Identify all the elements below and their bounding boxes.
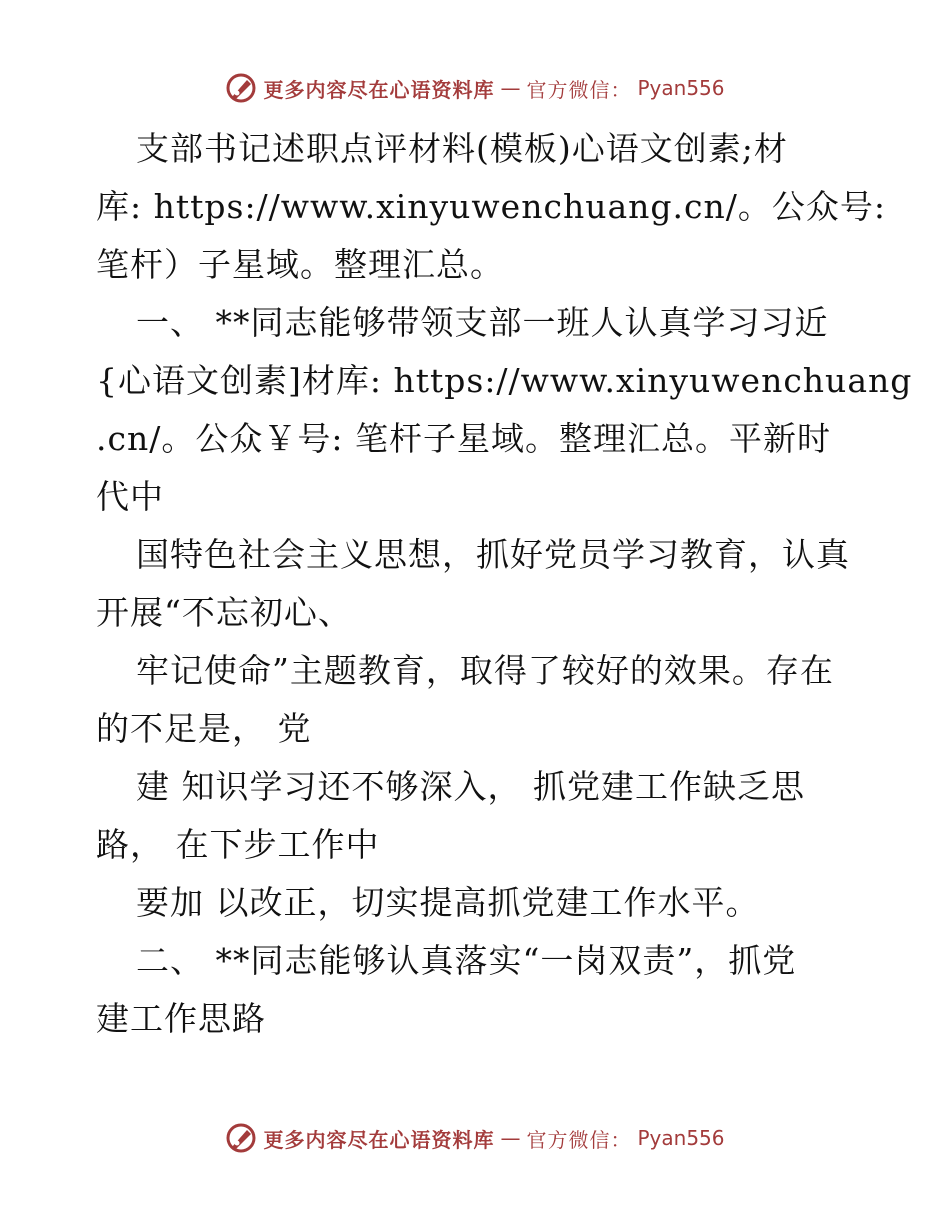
header-banner-separator: — [500,76,521,100]
header-banner [0,72,950,104]
document-line-9: 开展“不忘初心、 [96,593,352,632]
footer-banner [0,1122,950,1154]
document-line-10: 牢记使命”主题教育，取得了较好的效果。存在 [136,651,834,690]
pen-seal-logo-icon [225,1122,257,1154]
document-line-14: 要加 以改正，切实提高抓党建工作水平。 [136,883,760,922]
document-line-8: 国特色社会主义思想，抓好党员学习教育，认真 [136,535,850,574]
document-line-13: 路， 在下步工作中 [96,825,380,864]
footer-banner-separator: — [500,1126,521,1150]
document-line-2: 库: https://www.xinyuwenchuang.cn/。公众号: [96,187,886,226]
footer-banner-title: 更多内容尽在心语资料库 [263,1127,495,1152]
document-line-3: 笔杆）子星域。整理汇总。 [96,245,504,284]
header-banner-contact-label: 官方微信： [526,77,632,102]
document-line-6: .cn/。公众￥号: 笔杆子星域。整理汇总。平新时 [96,419,831,458]
document-line-4: 一、 **同志能够带领支部一班人认真学习习近 [136,303,829,342]
document-line-15: 二、 **同志能够认真落实“一岗双责”，抓党 [136,941,797,980]
document-line-11: 的不足是， 党 [96,709,312,748]
footer-banner-contact-label: 官方微信： [526,1127,632,1152]
document-body [96,120,913,1048]
document-line-5: {心语文创素]材库: https://www.xinyuwenchuang [96,361,913,400]
document-line-1: 支部书记述职点评材料(模板)心语文创素;材 [136,129,788,168]
document-line-12: 建 知识学习还不够深入， 抓党建工作缺乏思 [136,767,805,806]
pen-seal-logo-icon [225,72,257,104]
document-line-7: 代中 [96,477,164,516]
footer-banner-wechat-id: Pyan556 [637,1126,725,1150]
header-banner-title: 更多内容尽在心语资料库 [263,77,495,102]
header-banner-wechat-id: Pyan556 [637,76,725,100]
document-line-16: 建工作思路 [96,999,266,1038]
